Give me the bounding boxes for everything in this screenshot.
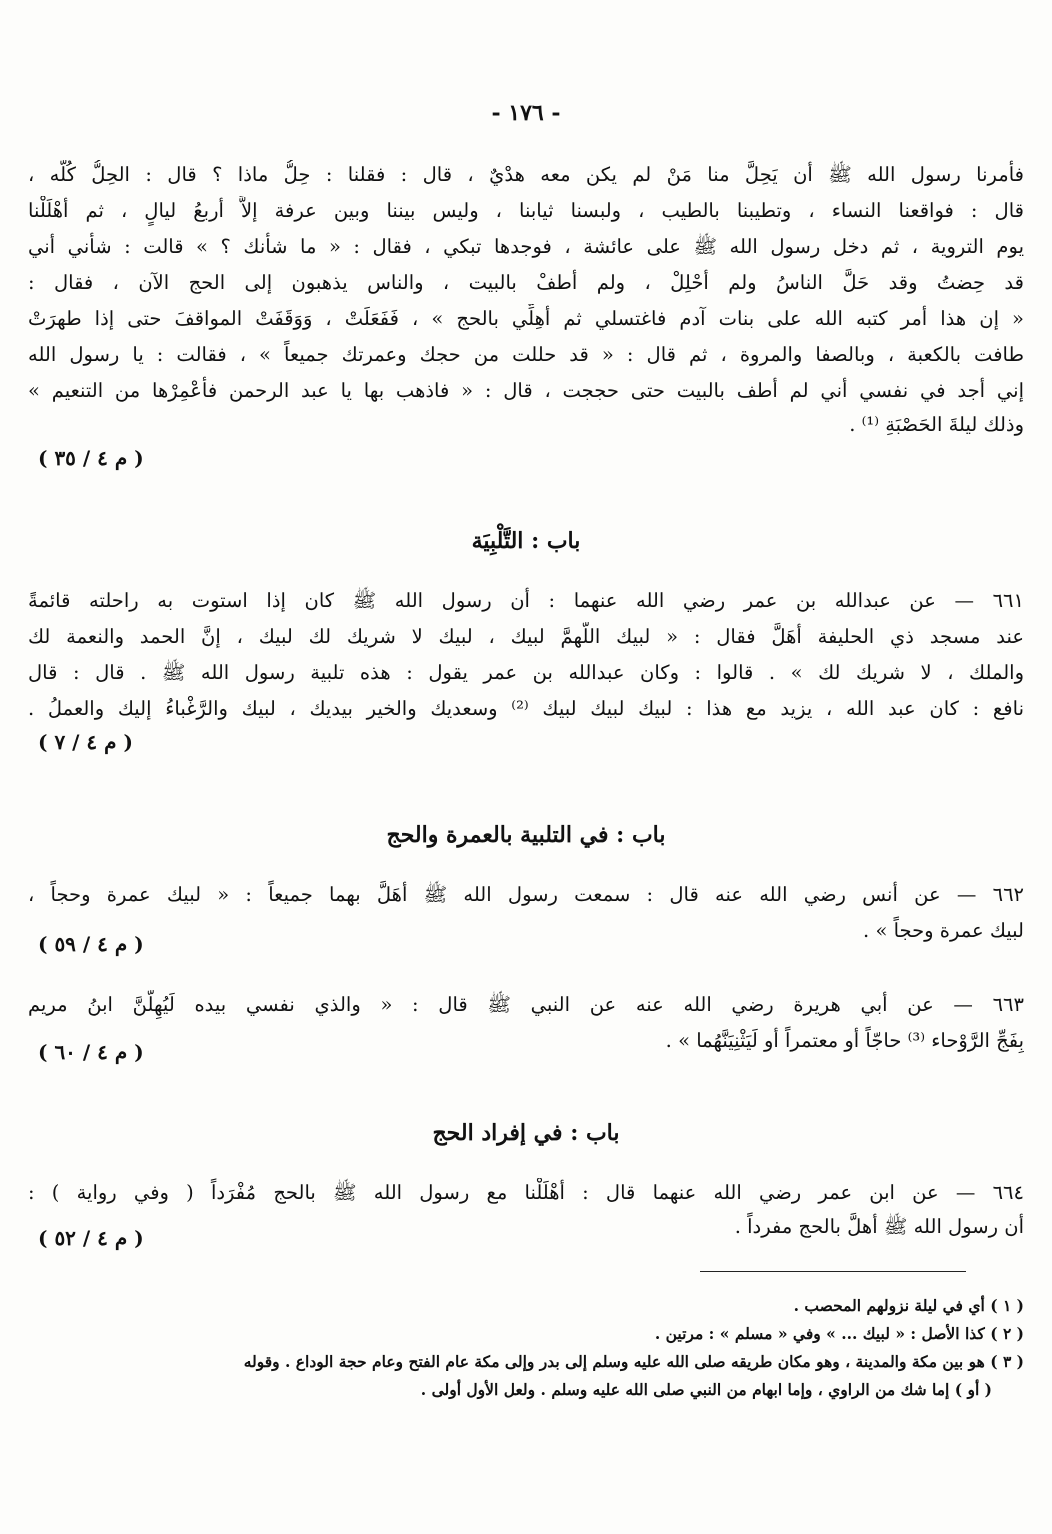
intro-reference: ( م ٤ / ٣٥ ) [38,446,144,470]
hadith-664-reference: ( م ٤ / ٥٢ ) [38,1226,144,1250]
footnote-3: ( ٣ ) هو بين مكة والمدينة ، وهو مكان طريقه صلى الله عليه وسلم إلى بدر وإلى مكة عام الفتح وعام حجة الوداع . وقوله [243,1352,1024,1371]
footnote-3-continued: ( أو ) إما شك من الراوي ، وإما ابهام من النبي صلى الله عليه وسلم . ولعل الأول أولى . [420,1380,992,1399]
chapter-heading-umrah-hajj: باب : في التلبية بالعمرة والحج [386,822,666,848]
hadith-664-line-1: ٦٦٤ — عن ابن عمر رضي الله عنهما قال : أهْلَلْنا مع رسول الله ﷺ بالحج مُفْرَداً ( وفي رواية ) : [28,1181,1024,1204]
intro-line-2: قال : فواقعنا النساء ، وتطيبنا بالطيب ، ولبسنا ثيابنا ، وليس بيننا وبين عرفة إلاَّ أربعُ ليالٍ ، ثم أهْلَلْنا [28,199,1024,222]
footnote-1: ( ١ ) أي في ليلة نزولهم المحصب . [793,1296,1024,1315]
hadith-661-line-4: نافع : كان عبد الله ، يزيد مع هذا : لبيك لبيك لبيك ⁽²⁾ وسعديك والخير بيديك ، لبيك والرَّغْباءُ إليك والعملُ . [28,697,1024,720]
hadith-661-line-3: والملك ، لا شريك لك » . قالوا : وكان عبدالله بن عمر يقول : هذه تلبية رسول الله ﷺ . قال : قال [28,661,1024,684]
footnote-divider [700,1271,966,1272]
hadith-662-line-2: لبيك عمرة وحجاً » . [863,919,1024,942]
footnote-2: ( ٢ ) كذا الأصل : « لبيك ... » وفي « مسلم » : مرتين . [654,1324,1024,1343]
intro-line-4: قد حِضتُ وقد حَلَّ الناسُ ولم أحْلِلْ ، ولم أطفْ بالبيت ، والناس يذهبون إلى الحج الآن ، فقال : [28,271,1024,294]
chapter-heading-ifrad: باب : في إفراد الحج [432,1120,620,1146]
intro-line-5: « إن هذا أمر كتبه الله على بنات آدم فاغتسلي ثم أهِلِّي بالحج » ، فَفَعَلَتْ ، وَوَقَفَتْ المواقفَ حتى إذا طهرَتْ [28,307,1024,330]
hadith-662-line-1: ٦٦٢ — عن أنس رضي الله عنه قال : سمعت رسول الله ﷺ أهَلَّ بهما جميعاً : « لبيك عمرة وحجاً ، [28,883,1024,906]
hadith-663-line-2: بِفَجِّ الرَّوْحاء ⁽³⁾ حاجّاً أو معتمراً أو لَيَثْنِيَنَّهُما » . [665,1029,1024,1052]
intro-line-7: إني أجد في نفسي أني لم أطف بالبيت حتى حججت ، قال : « فاذهب بها يا عبد الرحمن فأعْمِرْها من التنعيم » [28,379,1024,402]
hadith-662-reference: ( م ٤ / ٥٩ ) [38,932,144,956]
intro-line-8: وذلك ليلةَ الحَصْبَةِ ⁽¹⁾ . [849,413,1024,436]
hadith-664-line-2: أن رسول الله ﷺ أهلَّ بالحج مفرداً . [734,1215,1024,1238]
hadith-663-line-1: ٦٦٣ — عن أبي هريرة رضي الله عنه عن النبي ﷺ قال : « والذي نفسي بيده لَيُهِلَّنَّ ابنُ مريم [28,993,1024,1016]
hadith-661-reference: ( م ٤ / ٧ ) [38,730,133,754]
hadith-661-line-1: ٦٦١ — عن عبدالله بن عمر رضي الله عنهما : أن رسول الله ﷺ كان إذا استوت به راحلته قائمةً [28,589,1024,612]
hadith-663-reference: ( م ٤ / ٦٠ ) [38,1040,144,1064]
intro-line-6: طافت بالكعبة ، وبالصفا والمروة ، ثم قال : « قد حللت من حجك وعمرتك جميعاً » ، فقالت : يا رسول الله [28,343,1024,366]
page-number: - ١٧٦ - [491,100,561,126]
hadith-661-line-2: عند مسجد ذي الحليفة أهَلَّ فقال : « لبيك اللّهمَّ لبيك ، لبيك لا شريك لك لبيك ، إنَّ الحمد والنعمة لك [28,625,1024,648]
intro-line-1: فأمرنا رسول الله ﷺ أن يَحِلَّ منا مَنْ لم يكن معه هدْيٌ ، قال : فقلنا : حِلُّ ماذا ؟ قال : الحِلُّ كُلُّه ، [28,163,1024,186]
intro-line-3: يوم التروية ، ثم دخل رسول الله ﷺ على عائشة ، فوجدها تبكي ، فقال : « ما شأنك ؟ » قالت : شأني أني [28,235,1024,258]
chapter-heading-talbiya: باب : التَّلْبِيَة [471,528,581,554]
